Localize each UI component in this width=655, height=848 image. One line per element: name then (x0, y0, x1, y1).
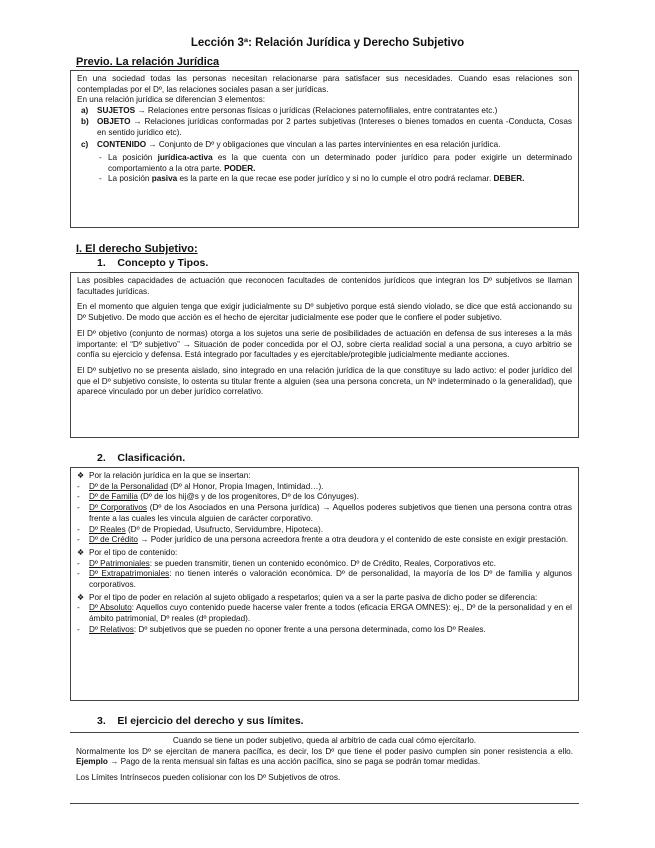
group-header: ❖ Por la relación jurídica en la que se insertan: (77, 471, 572, 482)
group-text: Por el tipo de poder en relación al sujeto obligado a respetarlos; quien va a ser la parte pasiva de dicho poder se diferencia: (89, 592, 538, 602)
item-text: : se pueden transmitir, tienen un contenido económico. Dº de Crédito, Reales, Corporativos etc. (149, 558, 496, 568)
pos-end: PODER. (224, 163, 256, 173)
list-item: - Dº de Familia (Dº de los hij@s y de los progenitores, Dº de los Cónyuges). (77, 492, 359, 502)
concepto-p1: Las posibles capacidades de actuación que reconocen facultades de contenidos jurídicos que integran los Dº subjetivos se llaman facultades jurídicas. (77, 276, 572, 296)
item-term: Dº de la Personalidad (89, 481, 169, 491)
item-label: b) (81, 116, 89, 126)
concepto-heading: 1. Concepto y Tipos. (97, 257, 209, 269)
list-item: - Dº Patrimoniales: se pueden transmitir, tienen un contenido económico. Dº de Crédito, Reales, Corporativos etc. (77, 558, 496, 568)
pos-pre: La posición (108, 174, 152, 184)
element-item (81, 106, 572, 117)
pos-bold: jurídica-activa (157, 152, 213, 162)
pos-pre: La posición (108, 152, 158, 162)
concepto-p2: En el momento que alguien tenga que exigir judicialmente su Dº subjetivo porque está siendo violado, se dice que está accionando su Dº Subjetivo. De modo que acción es el hecho de ejercitar judicialmente ese poder que le confiere el poder subjetivo. (77, 302, 572, 323)
item-text: → Poder jurídico de una persona acreedora frente a otra deudora y el contenido de este consiste en exigir prestación. (137, 535, 569, 545)
ejercicio-l2 (76, 747, 573, 768)
group-text: Por el tipo de contenido: (89, 547, 178, 557)
item-text: → Conjunto de Dº y obligaciones que vinculan a las partes intervinientes en esa relación jurídica. (146, 140, 501, 150)
item-text: → Relaciones entre personas físicas o jurídicas (Relaciones paternofiliales, entre contratantes etc.) (135, 106, 498, 116)
item-term: Dº de Familia (89, 492, 138, 502)
item-term: SUJETOS (97, 106, 136, 116)
previo-p1: En una sociedad todas las personas necesitan relacionarse para satisfacer sus necesidades. Cuando esas relaciones son contempladas por el Dº, las relaciones sociales pasan a ser jurídicas. (77, 74, 572, 94)
ejercicio-heading: 3. El ejercicio del derecho y sus límites. (97, 715, 304, 727)
pos-bold: pasiva (151, 174, 178, 184)
item-term: Dº Absoluto (89, 603, 132, 613)
element-item (81, 117, 572, 138)
concepto-p4: El Dº subjetivo no se presenta aislado, sino integrado en una relación jurídica de la que constituye su lado activo: el poder jurídico del que el Dº subjetivo consiste, lo ostenta su titular frente a alguien (sea una persona concreta, un Nº indeterminado o la generalidad), que aparece vinculado por un deber jurídico correlativo. (77, 365, 572, 397)
group-header: ❖ Por el tipo de contenido: (77, 548, 572, 559)
list-item: - Dº de la Personalidad (Dº al Honor, Propia Imagen, Intimidad…). (77, 481, 324, 491)
item-term: Dº de Crédito (89, 535, 138, 545)
ejercicio-example: Ejemplo (76, 757, 108, 767)
list-item: - Dº Extrapatrimoniales: no tienen interés o valoración económica. Dº de personalidad, la mayoría de los Dº de familia y algunos corporativos. (77, 569, 572, 590)
item-text: (Dº de los Asociados en una Persona jurídica) → Aquellos poderes subjetivos que tienen una persona contra otras frente a las cuales les vincula alguien de carácter corporativo. (89, 503, 572, 523)
page-title: Lección 3ª: Relación Jurídica y Derecho Subjetivo (190, 37, 465, 49)
previo-box (70, 70, 579, 228)
item-text: : Dº subjetivos que se pueden no oponer frente a una persona determinada, como los Dº Reales. (133, 624, 486, 634)
list-item: - Dº Relativos: Dº subjetivos que se pueden no oponer frente a una persona determinada, como los Dº Reales. (77, 624, 486, 634)
previo-heading: Previo. La relación Jurídica (76, 56, 220, 68)
item-label: c) (81, 140, 89, 150)
pos-mid: es la que cuenta con un determinado poder jurídico para poder exigirle un determinado comportamiento a la otra parte. (108, 152, 573, 173)
previo-p2: En una relación jurídica se diferencian 3 elementos: (77, 95, 265, 105)
element-item (81, 140, 572, 151)
pos-end: DEBER. (493, 174, 525, 184)
concepto-p3: El Dº objetivo (conjunto de normas) otorga a los sujetos una serie de posibilidades de actuación en defensa de sus intereses a la más importante: el “Dº subjetivo” → Situación de poder concedida por el OJ, sobre cierta realidad social a una persona, a cuyo arbitrio se confía su ejercicio y defensa. Está integrado por facultades y es ejercitable/protegible judicialmente mediante acciones. (77, 328, 572, 360)
item-text: : Aquellos cuyo contenido puede hacerse valer frente a todos (eficacia ERGA OMNES): ej., Dº de la personalidad y en el ámbito patrimonial, Dº reales (dº propiedad). (89, 603, 572, 624)
position-item: - La posición pasiva es la parte en la que recae ese poder jurídico y si no lo cumple el otro podrá reclamar. DEBER. (99, 174, 525, 184)
clasif-box (70, 467, 579, 701)
item-label: a) (81, 106, 89, 116)
position-item: - La posición jurídica-activa es la que cuenta con un determinado poder jurídico para poder exigirle un determinado comportamiento a la otra parte. PODER. (99, 152, 573, 173)
list-item: - Dº de Crédito → Poder jurídico de una persona acreedora frente a otra deudora y el contenido de este consiste en exigir prestación. (77, 535, 569, 545)
concepto-box (70, 272, 579, 438)
list-item: - Dº Absoluto: Aquellos cuyo contenido puede hacerse valer frente a todos (eficacia ERGA OMNES): ej., Dº de la personalidad y en el ámbito patrimonial, Dº reales (dº propiedad). (77, 603, 572, 624)
item-term: Dº Extrapatrimoniales (89, 569, 170, 579)
group-header: ❖ Por el tipo de poder en relación al sujeto obligado a respetarlos; quien va a ser la parte pasiva de dicho poder se diferencia: (77, 593, 572, 604)
group-text: Por la relación jurídica en la que se insertan: (89, 471, 251, 480)
ejercicio-box (70, 732, 579, 804)
pos-mid: es la parte en la que recae ese poder jurídico y si no lo cumple el otro podrá reclamar. (177, 174, 494, 184)
ejercicio-l3: Los Límites Intrínsecos pueden colisionar con los Dº Subjetivos de otros. (76, 773, 341, 783)
clasif-heading: 2. Clasificación. (97, 452, 186, 464)
item-term: Dº Reales (89, 524, 126, 534)
item-text: (Dº de los hij@s y de los progenitores, Dº de los Cónyuges). (137, 492, 359, 502)
item-term: Dº Corporativos (89, 503, 148, 513)
item-text: (Dº de Propiedad, Usufructo, Servidumbre, Hipoteca). (125, 524, 323, 534)
item-text: : no tienen interés o valoración económica. Dº de personalidad, la mayoría de los Dº de familia y algunos corporativos. (89, 569, 572, 590)
list-item: - Dº Corporativos (Dº de los Asociados en una Persona jurídica) → Aquellos poderes subjetivos que tienen una persona contra otras frente a las cuales les vincula alguien de carácter corporativo. (77, 503, 572, 523)
item-term: Dº Patrimoniales (89, 558, 150, 568)
item-term: CONTENIDO (97, 140, 147, 150)
item-text: → Relaciones jurídicas conformadas por 2 partes subjetivas (Intereses o bienes tomados en cuenta -Conducta, Cosas en sentido jurídico etc). (97, 116, 572, 137)
ejercicio-l2c: → Pago de la renta mensual sin faltas es una acción pacífica, sino se paga se podrán tomar medidas. (107, 757, 481, 767)
item-term: OBJETO (97, 116, 131, 126)
item-term: Dº Relativos (89, 624, 134, 634)
ejercicio-l1: Cuando se tiene un poder subjetivo, queda al arbitrio de cada cual cómo ejercitarlo. (172, 736, 477, 745)
item-text: (Dº al Honor, Propia Imagen, Intimidad…). (168, 481, 324, 491)
section1-heading: I. El derecho Subjetivo: (76, 243, 198, 255)
ejercicio-l2a: Normalmente los Dº se ejercitan de manera pacífica, es decir, los Dº que tiene el poder pasivo cumplen sin poner resistencia a ello. (76, 746, 573, 756)
list-item: - Dº Reales (Dº de Propiedad, Usufructo, Servidumbre, Hipoteca). (77, 524, 323, 534)
